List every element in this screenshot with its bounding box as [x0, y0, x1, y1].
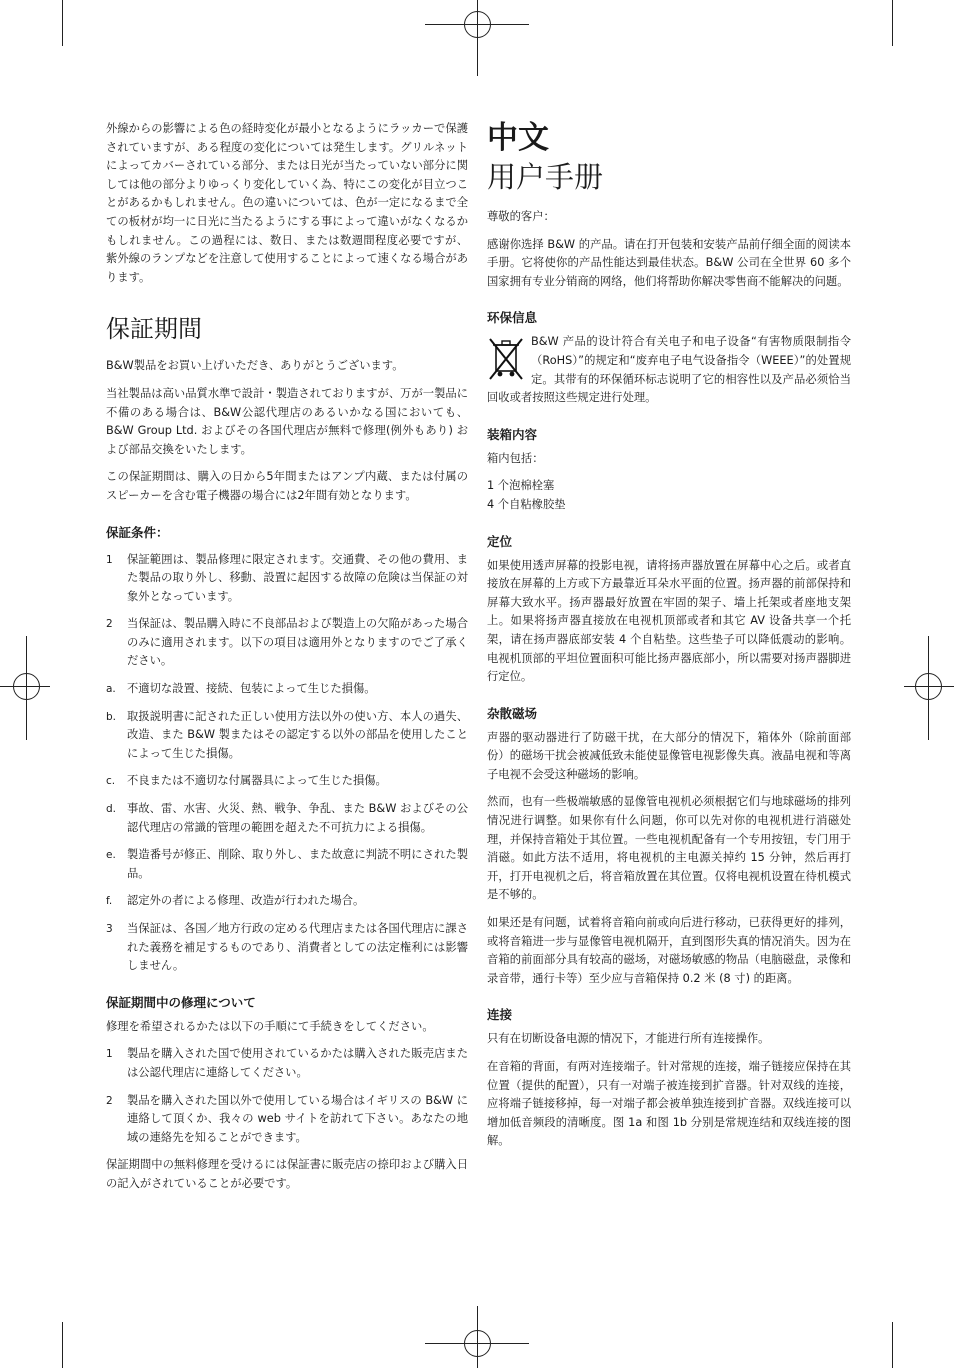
item-number: 3 [106, 923, 113, 935]
intro-paragraph: 外線からの影響による色の経時変化が最小となるようにラッカーで保護されていますが、ある程度の変化については発生します。グリルネットによってカバーされている部分、または日光が当たっていない部分に関しては他の部分よりゆっくり変化していく為、特にこの変化が目立つことがあるかもしれません。色の違いについては、色が一定になるまで全ての板材が均一に日光に当たるようにする事によって違いがなくなるかもしれません。この過程には、数日、または数週間程度必要ですが、紫外線のランプなどを注意して使用することによって速くなる場合があります。 [106, 122, 468, 284]
warranty-heading: 保証期間 [106, 315, 202, 344]
list-item [106, 846, 468, 883]
positioning-heading: 定位 [487, 533, 513, 549]
language-title: 中文 [487, 120, 549, 156]
item-text: 認定外の者による修理、改造が行われた場合。 [127, 894, 365, 908]
warranty-paragraph-2: 当社製品は高い品質水準で設計・製造されておりますが、万が一製品に不備のある場合は、B&W公認代理店のあるいかなる国においても、B&W Group Ltd. およびその各国代理店が無料で修理(例外もあり) および部品交換をいたします。 [106, 386, 468, 456]
item-text: 製造番号が修正、削除、取り外し、また故意に判読不明にされた製品。 [127, 848, 468, 880]
item-text: 当保証は、各国／地方行政の定める代理店または各国代理店に課された義務を補足するものであり、消費者としての法定権利には影響しません。 [127, 922, 468, 973]
environment-heading: 环保信息 [487, 310, 538, 326]
item-text: 不良または不適切な付属器具によって生じた損傷。 [127, 774, 387, 788]
magnetic-heading: 杂散磁场 [487, 705, 538, 721]
item-text: 不適切な設置、接続、包装によって生じた損傷。 [127, 682, 376, 696]
warranty-paragraph-1: B&W製品をお買い上げいただき、ありがとうございます。 [106, 359, 404, 373]
list-item [106, 920, 468, 976]
list-item [106, 1092, 468, 1148]
item-number: f. [106, 895, 113, 908]
list-item [106, 892, 468, 911]
box-contents-intro: 箱内包括： [487, 451, 544, 465]
magnetic-paragraph-3: 如果还是有问题，试着将音箱向前或向后进行移动，已获得更好的排列，或将音箱进一步与显像管电视机隔开，直到图形失真的情况消失。因为在音箱的前面部分具有较高的磁场，对磁场敏感的物品（电脑磁盘，录像和录音带，通行卡等）至少应与音箱保持 0.2 米 (8 寸) 的距离。 [487, 916, 851, 985]
greeting: 尊敬的客户： [487, 210, 555, 223]
item-number: e. [106, 849, 116, 862]
magnetic-paragraph-1: 声器的驱动器进行了防磁干扰，在大部分的情况下，箱体外（除前面部份）的磁场干扰会被减低致未能使显像管电视影像失真。液晶电视和等离子电视不会受这种磁场的影响。 [487, 730, 851, 781]
item-number: c. [106, 775, 116, 788]
conditions-heading: 保証条件： [106, 524, 169, 540]
connection-paragraph-1: 只有在切断设备电源的情况下，才能进行所有连接操作。 [487, 1032, 770, 1046]
box-item: 4 个自粘橡胶垫 [487, 497, 566, 511]
item-number: 2 [106, 618, 113, 631]
item-number: b. [106, 710, 117, 723]
item-number: a. [106, 683, 116, 696]
connection-paragraph-2: 在音箱的背面，有两对连接端子。针对常规的连接，端子链接应保持在其位置（提供的配置），只有一对端子被连接到扩音器。针对双线的连接，应将端子链接移掉，每一对端子都会被单独连接到扩音器。双线连接可以增加低音频段的清晰度。图 1a 和图 1b 分别是常规连结和双线连接的图解。 [487, 1060, 851, 1148]
item-text: 当保証は、製品購入時に不良部品および製造上の欠陥があった場合のみに適用されます。以下の項目は適用外となりますのでご了承ください。 [127, 617, 468, 668]
positioning-text: 如果使用透声屏幕的投影电视，请将扬声器放置在屏幕中心之后。或者直接放在屏幕的上方或下方最靠近耳朵水平面的位置。扬声器的前部保持和屏幕大致水平。扬声器最好放置在牢固的架子、墙上托架或者座地支架上。如果将扬声器直接放在电视机顶部或者和其它 AV 设备共享一个托架，请在扬声器底部安装 4 个自粘垫。这些垫子可以降低震动的影响。电视机顶部的平坦位置面积可能比扬声器底部小，所以需要对扬声器脚进行定位。 [487, 558, 851, 684]
repair-note: 保証期間中の無料修理を受けるには保証書に販売店の捺印および購入日の記入がされていることが必要です。 [106, 1158, 468, 1190]
item-text: 事故、雷、水害、火災、熱、戦争、争乱、また B&W およびその公認代理店の常識的管理の範囲を超えた不可抗力による損傷。 [127, 802, 468, 834]
conditions-list [106, 551, 468, 976]
item-text: 保証範囲は、製品修理に限定されます。交通費、その他の費用、また製品の取り外し、移動、設置に起因する故障の危険は当保証の対象外となっています。 [127, 552, 468, 603]
manual-title: 用户手册 [487, 160, 604, 194]
list-item [106, 615, 468, 671]
japanese-column [106, 120, 468, 1194]
list-item [106, 800, 468, 837]
thanks-paragraph: 感谢你选择 B&W 的产品。请在打开包装和安装产品前仔细全面的阅读本手册。它将使你的产品性能达到最佳状态。B&W 公司在全世界 60 多个国家拥有专业分销商的网络，他们将帮助你解决零售商不能解决的问题。 [487, 237, 851, 288]
box-item: 1 个泡棉栓塞 [487, 479, 555, 493]
magnetic-paragraph-2: 然而，也有一些极端敏感的显像管电视机必须根据它们与地球磁场的排列情况进行调整。如果你有什么问题，你可以先对你的电视机进行消磁处理，并保持音箱处于其位置。一些电视机配备有一个专用按钮，专门用于消磁。如此方法不适用，将电视机的主电源关掉约 15 分钟，然后再打开，打开电视机之后，将音箱放置在其位置。仅将电视机设置在待机模式是不够的。 [487, 795, 851, 902]
list-item [106, 551, 468, 607]
repair-heading: 保証期間中の修理について [106, 994, 256, 1010]
list-item [106, 1045, 468, 1082]
list-item [106, 680, 468, 699]
list-item [106, 708, 468, 764]
item-text: 製品を購入された国で使用されているかたは購入された販売店または公認代理店に連絡してください。 [127, 1047, 468, 1079]
item-number: 1 [106, 553, 113, 566]
item-number: d. [106, 803, 117, 816]
list-item [106, 772, 468, 791]
repair-intro: 修理を希望されるかたは以下の手順にて手続きをしてください。 [106, 1019, 434, 1033]
item-text: 製品を購入された国以外で使用している場合はイギリスの B&W に連絡して頂くか、我々の web サイトを訪れて下さい。あなたの地域の連絡先を知ることができます。 [127, 1093, 468, 1144]
box-contents-heading: 装箱内容 [487, 426, 538, 442]
environment-text: B&W 产品的设计符合有关电子和电子设备“有害物质限制指令（RoHS）”的规定和“废弃电子电气设备指令（WEEE）”的处置规定。其带有的环保循环标志说明了它的相容性以及产品必须恰当回收或者按照这些规定进行处理。 [487, 335, 851, 405]
item-text: 取扱説明書に記された正しい使用方法以外の使い方、本人の過失、改造、また B&W 製またはその認定する以外の部品を使用したことによって生じた損傷。 [127, 709, 468, 760]
item-number: 2 [106, 1094, 113, 1107]
warranty-paragraph-3: この保証期間は、購入の日から5年間またはアンプ内蔵、または付属のスピーカーを含む電子機器の場合には2年間有効となります。 [106, 470, 468, 502]
repair-steps-list [106, 1045, 468, 1147]
chinese-column [487, 120, 851, 1151]
item-number: 1 [106, 1048, 113, 1061]
environment-block [487, 333, 851, 407]
weee-bin-icon [487, 335, 525, 381]
connection-heading: 连接 [487, 1007, 513, 1023]
